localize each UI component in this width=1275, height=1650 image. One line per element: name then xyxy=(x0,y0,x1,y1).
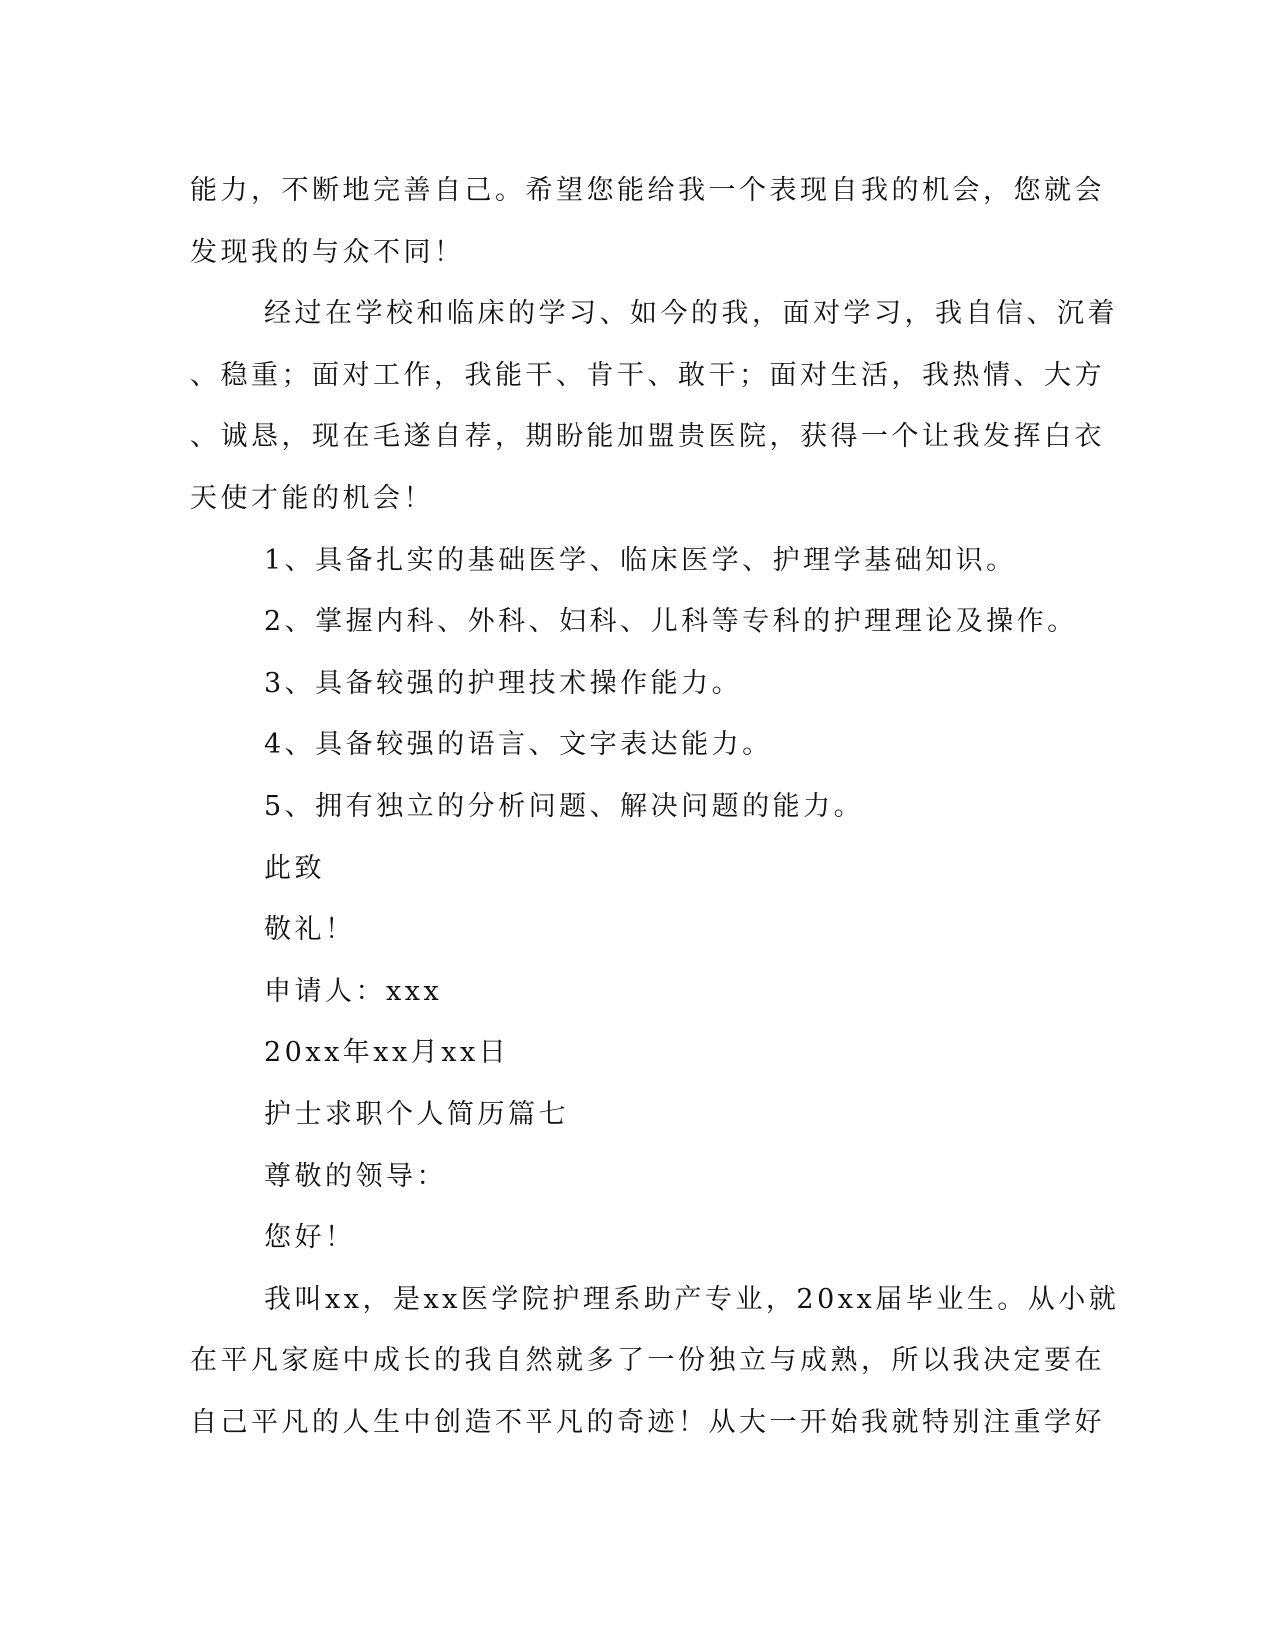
text-line-1: 能力，不断地完善自己。希望您能给我一个表现自我的机会，您就会 xyxy=(190,175,1105,206)
text-line-21: 自己平凡的人生中创造不平凡的奇迹！从大一开始我就特别注重学好 xyxy=(190,1406,1105,1438)
text-line-6: 天使才能的机会！ xyxy=(190,482,434,514)
greeting-hello: 您好！ xyxy=(264,1222,356,1254)
text-line-3: 经过在学校和临床的学习、如今的我，面对学习，我自信、沉着 xyxy=(264,298,1118,330)
text-line-20: 在平凡家庭中成长的我自然就多了一份独立与成熟，所以我决定要在 xyxy=(190,1345,1105,1377)
list-item-5: 5、拥有独立的分析问题、解决问题的能力。 xyxy=(264,790,865,822)
text-line-5: 、诚恳，现在毛遂自荐，期盼能加盟贵医院，获得一个让我发挥白衣 xyxy=(190,421,1105,453)
document-body xyxy=(190,160,1120,1453)
list-item-1: 1、具备扎实的基础医学、临床医学、护理学基础知识。 xyxy=(264,544,1017,576)
list-item-2: 2、掌握内科、外科、妇科、儿科等专科的护理理论及操作。 xyxy=(264,606,1078,638)
section-title: 护士求职个人简历篇七 xyxy=(264,1098,569,1130)
greeting-recipient: 尊敬的领导： xyxy=(264,1160,447,1192)
closing-salutation: 此致 xyxy=(264,852,325,884)
list-item-3: 3、具备较强的护理技术操作能力。 xyxy=(264,667,743,699)
applicant-signature: 申请人：xxx xyxy=(264,975,443,1007)
text-line-4: 、稳重；面对工作，我能干、肯干、敢干；面对生活，我热情、大方 xyxy=(190,359,1105,391)
text-line-2: 发现我的与众不同！ xyxy=(190,236,465,268)
list-item-4: 4、具备较强的语言、文字表达能力。 xyxy=(264,729,773,761)
text-line-19: 我叫xx，是xx医学院护理系助产专业，20xx届毕业生。从小就 xyxy=(264,1283,1120,1315)
date-line: 20xx年xx月xx日 xyxy=(264,1037,510,1069)
closing-regards: 敬礼！ xyxy=(264,914,356,946)
